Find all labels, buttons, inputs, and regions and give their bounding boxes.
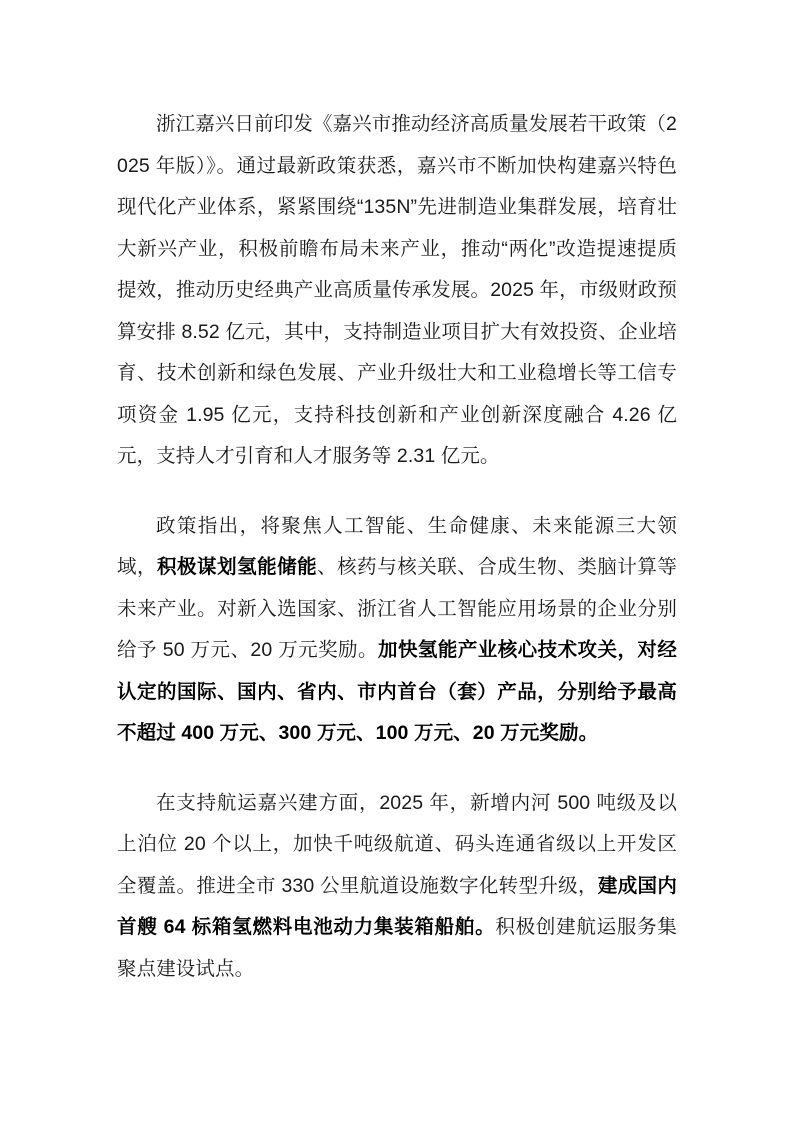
document-body [117, 104, 677, 990]
emphasis-run: 加快氢能产业核心技术攻关，对经认定的国际、国内、省内、市内首台（套）产品，分别给予最高不超过 400 万元、300 万元、100 万元、20 万元奖励。 [117, 639, 677, 744]
paragraph-3 [117, 783, 677, 991]
paragraph-1 [117, 104, 677, 478]
emphasis-run: 积极谋划氢能储能 [157, 556, 318, 578]
emphasis-run: 建成国内首艘 64 标箱氢燃料电池动力集装箱船舶。 [117, 874, 677, 938]
paragraph-2 [117, 506, 677, 755]
text-run: 在支持航运嘉兴建方面，2025 年，新增内河 500 吨级及以上泊位 20 个以上，加快千吨级航道、码头连通省级以上开发区全覆盖。推进全市 330 公里航道设施数字化转型升级， [117, 791, 677, 897]
text-run: 、核药与核关联、合成生物、类脑计算等未来产业。对新入选国家、浙江省人工智能应用场景的企业分别给予 50 万元、20 万元奖励。 [117, 556, 677, 661]
text-run: 积极创建航运服务集聚点建设试点。 [117, 916, 677, 980]
text-run: 政策指出，将聚焦人工智能、生命健康、未来能源三大领域， [117, 514, 677, 578]
text-run: 浙江嘉兴日前印发《嘉兴市推动经济高质量发展若干政策（2025 年版）》。通过最新政策获悉，嘉兴市不断加快构建嘉兴特色现代化产业体系，紧紧围绕“135N”先进制造业集群发展，培育壮大新兴产业，积极前瞻布局未来产业，推动“两化”改造提速提质提效，推动历史经典产业高质量传承发展。2025 年，市级财政预算安排 8.52 亿元，其中，支持制造业项目扩大有效投资、企业培育、技术创新和绿色发展、产业升级壮大和工业稳增长等工信专项资金 1.95 亿元，支持科技创新和产业创新深度融合 4.26 亿元，支持人才引育和人才服务等 2.31 亿元。 [117, 113, 677, 467]
